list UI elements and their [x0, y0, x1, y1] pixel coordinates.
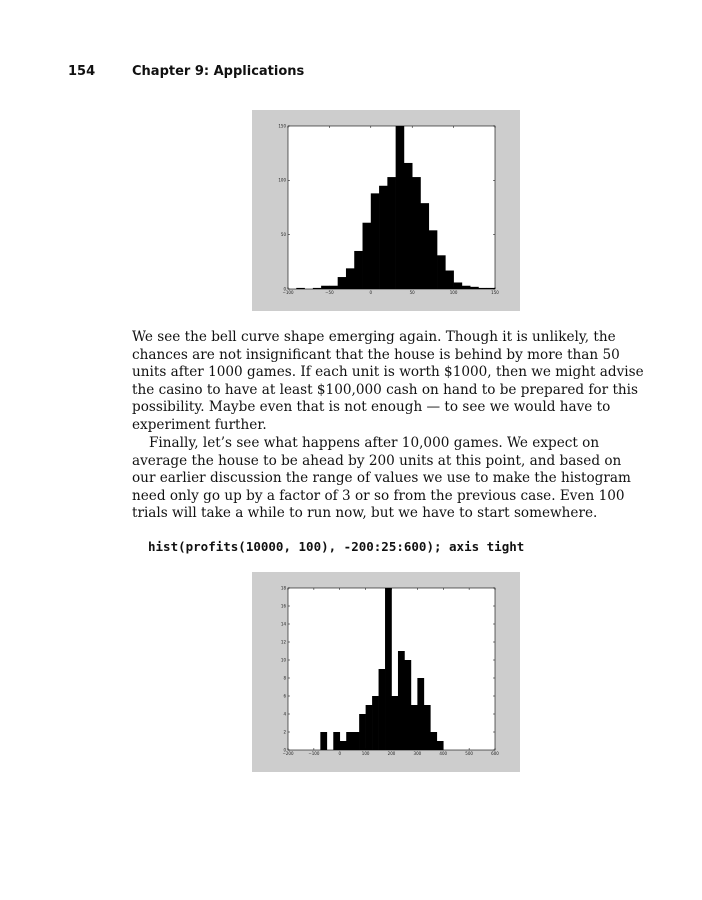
histogram-bar [404, 660, 411, 750]
page-header [68, 64, 305, 79]
histogram-bar [359, 714, 366, 750]
histogram-bar [411, 705, 418, 750]
y-tick-label: 8 [283, 675, 286, 681]
histogram-bar [346, 732, 353, 750]
y-tick-label: 50 [280, 232, 286, 238]
histogram-bar [430, 732, 437, 750]
histogram-bar [429, 230, 438, 289]
histogram-bar [392, 696, 399, 750]
page-number: 154 [68, 64, 96, 79]
histogram-bar [340, 741, 347, 750]
y-tick-label: 2 [283, 729, 286, 735]
x-tick-label: 400 [439, 751, 448, 756]
histogram-bar [420, 203, 429, 289]
y-tick-label: 16 [280, 603, 286, 609]
histogram-chart-1 [252, 110, 520, 311]
histogram-bar [470, 287, 479, 289]
histogram-bar [387, 177, 396, 289]
x-tick-label: −100 [308, 751, 320, 756]
paragraph-2: Finally, let’s see what happens after 10,000 games. We expect on average the house to be ahead by 200 units at this point, and based on our earlier discussion the range of values we use to make the histogram need only go up by a factor of 3 or so from the previous case. Even 100 trials will take a while to run now, but we have to start somewhere. [132, 435, 631, 522]
x-tick-label: 100 [449, 290, 458, 295]
x-tick-label: −200 [282, 751, 294, 756]
paragraph-1: We see the bell curve shape emerging again. Though it is unlikely, the chances are not insignificant that the house is behind by more than 50 units after 1000 games. If each unit is worth $1000, then we might advise the casino to have at least $100,000 cash on hand to be prepared for this possibility. Maybe even that is not enough — to see we would have to experiment further. [132, 329, 644, 433]
y-tick-label: 0 [283, 747, 286, 753]
histogram-bar [385, 588, 392, 750]
histogram-figure-2 [252, 572, 520, 772]
y-tick-label: 6 [283, 693, 286, 699]
x-tick-label: 500 [465, 751, 473, 756]
code-line: hist(profits(10000, 100), -200:25:600); axis tight [148, 539, 525, 554]
histogram-bar [454, 282, 463, 289]
histogram-bar [437, 255, 446, 289]
histogram-bar [412, 177, 421, 289]
histogram-bar [462, 286, 471, 289]
histogram-bar [404, 163, 413, 289]
x-tick-label: 150 [491, 290, 499, 295]
histogram-bar [321, 286, 330, 289]
histogram-bar [338, 277, 347, 289]
x-tick-label: −50 [325, 290, 334, 295]
histogram-bar [379, 186, 388, 289]
x-tick-label: 0 [369, 290, 373, 295]
histogram-bar [379, 669, 386, 750]
x-tick-label: 600 [491, 751, 499, 756]
histogram-bar [354, 251, 363, 289]
histogram-bar [398, 651, 405, 750]
histogram-bar [437, 741, 444, 750]
y-tick-label: 100 [278, 177, 286, 183]
histogram-bar [396, 126, 405, 289]
y-tick-label: 4 [283, 711, 286, 717]
histogram-bar [346, 268, 355, 289]
histogram-bar [424, 705, 431, 750]
y-tick-label: 12 [280, 639, 286, 645]
histogram-chart-2 [252, 572, 520, 772]
histogram-bar [333, 732, 340, 750]
x-tick-label: 300 [413, 751, 422, 756]
x-tick-label: 0 [338, 751, 342, 756]
histogram-bar [445, 271, 454, 289]
x-tick-label: −100 [282, 290, 294, 295]
histogram-bar [329, 286, 338, 289]
histogram-bar [372, 696, 379, 750]
y-tick-label: 0 [283, 286, 286, 292]
y-tick-label: 150 [278, 123, 286, 129]
x-tick-label: 200 [387, 751, 396, 756]
chapter-title: Chapter 9: Applications [132, 64, 305, 79]
histogram-bar [366, 705, 373, 750]
y-tick-label: 10 [280, 657, 286, 663]
x-tick-label: 100 [361, 751, 370, 756]
y-tick-label: 14 [280, 621, 286, 627]
histogram-bar [371, 193, 380, 289]
histogram-bar [417, 678, 424, 750]
x-tick-label: 50 [409, 290, 415, 295]
histogram-bar [363, 223, 372, 289]
y-tick-label: 18 [280, 585, 286, 591]
histogram-bar [320, 732, 327, 750]
histogram-bar [353, 732, 360, 750]
histogram-figure-1 [252, 110, 520, 311]
